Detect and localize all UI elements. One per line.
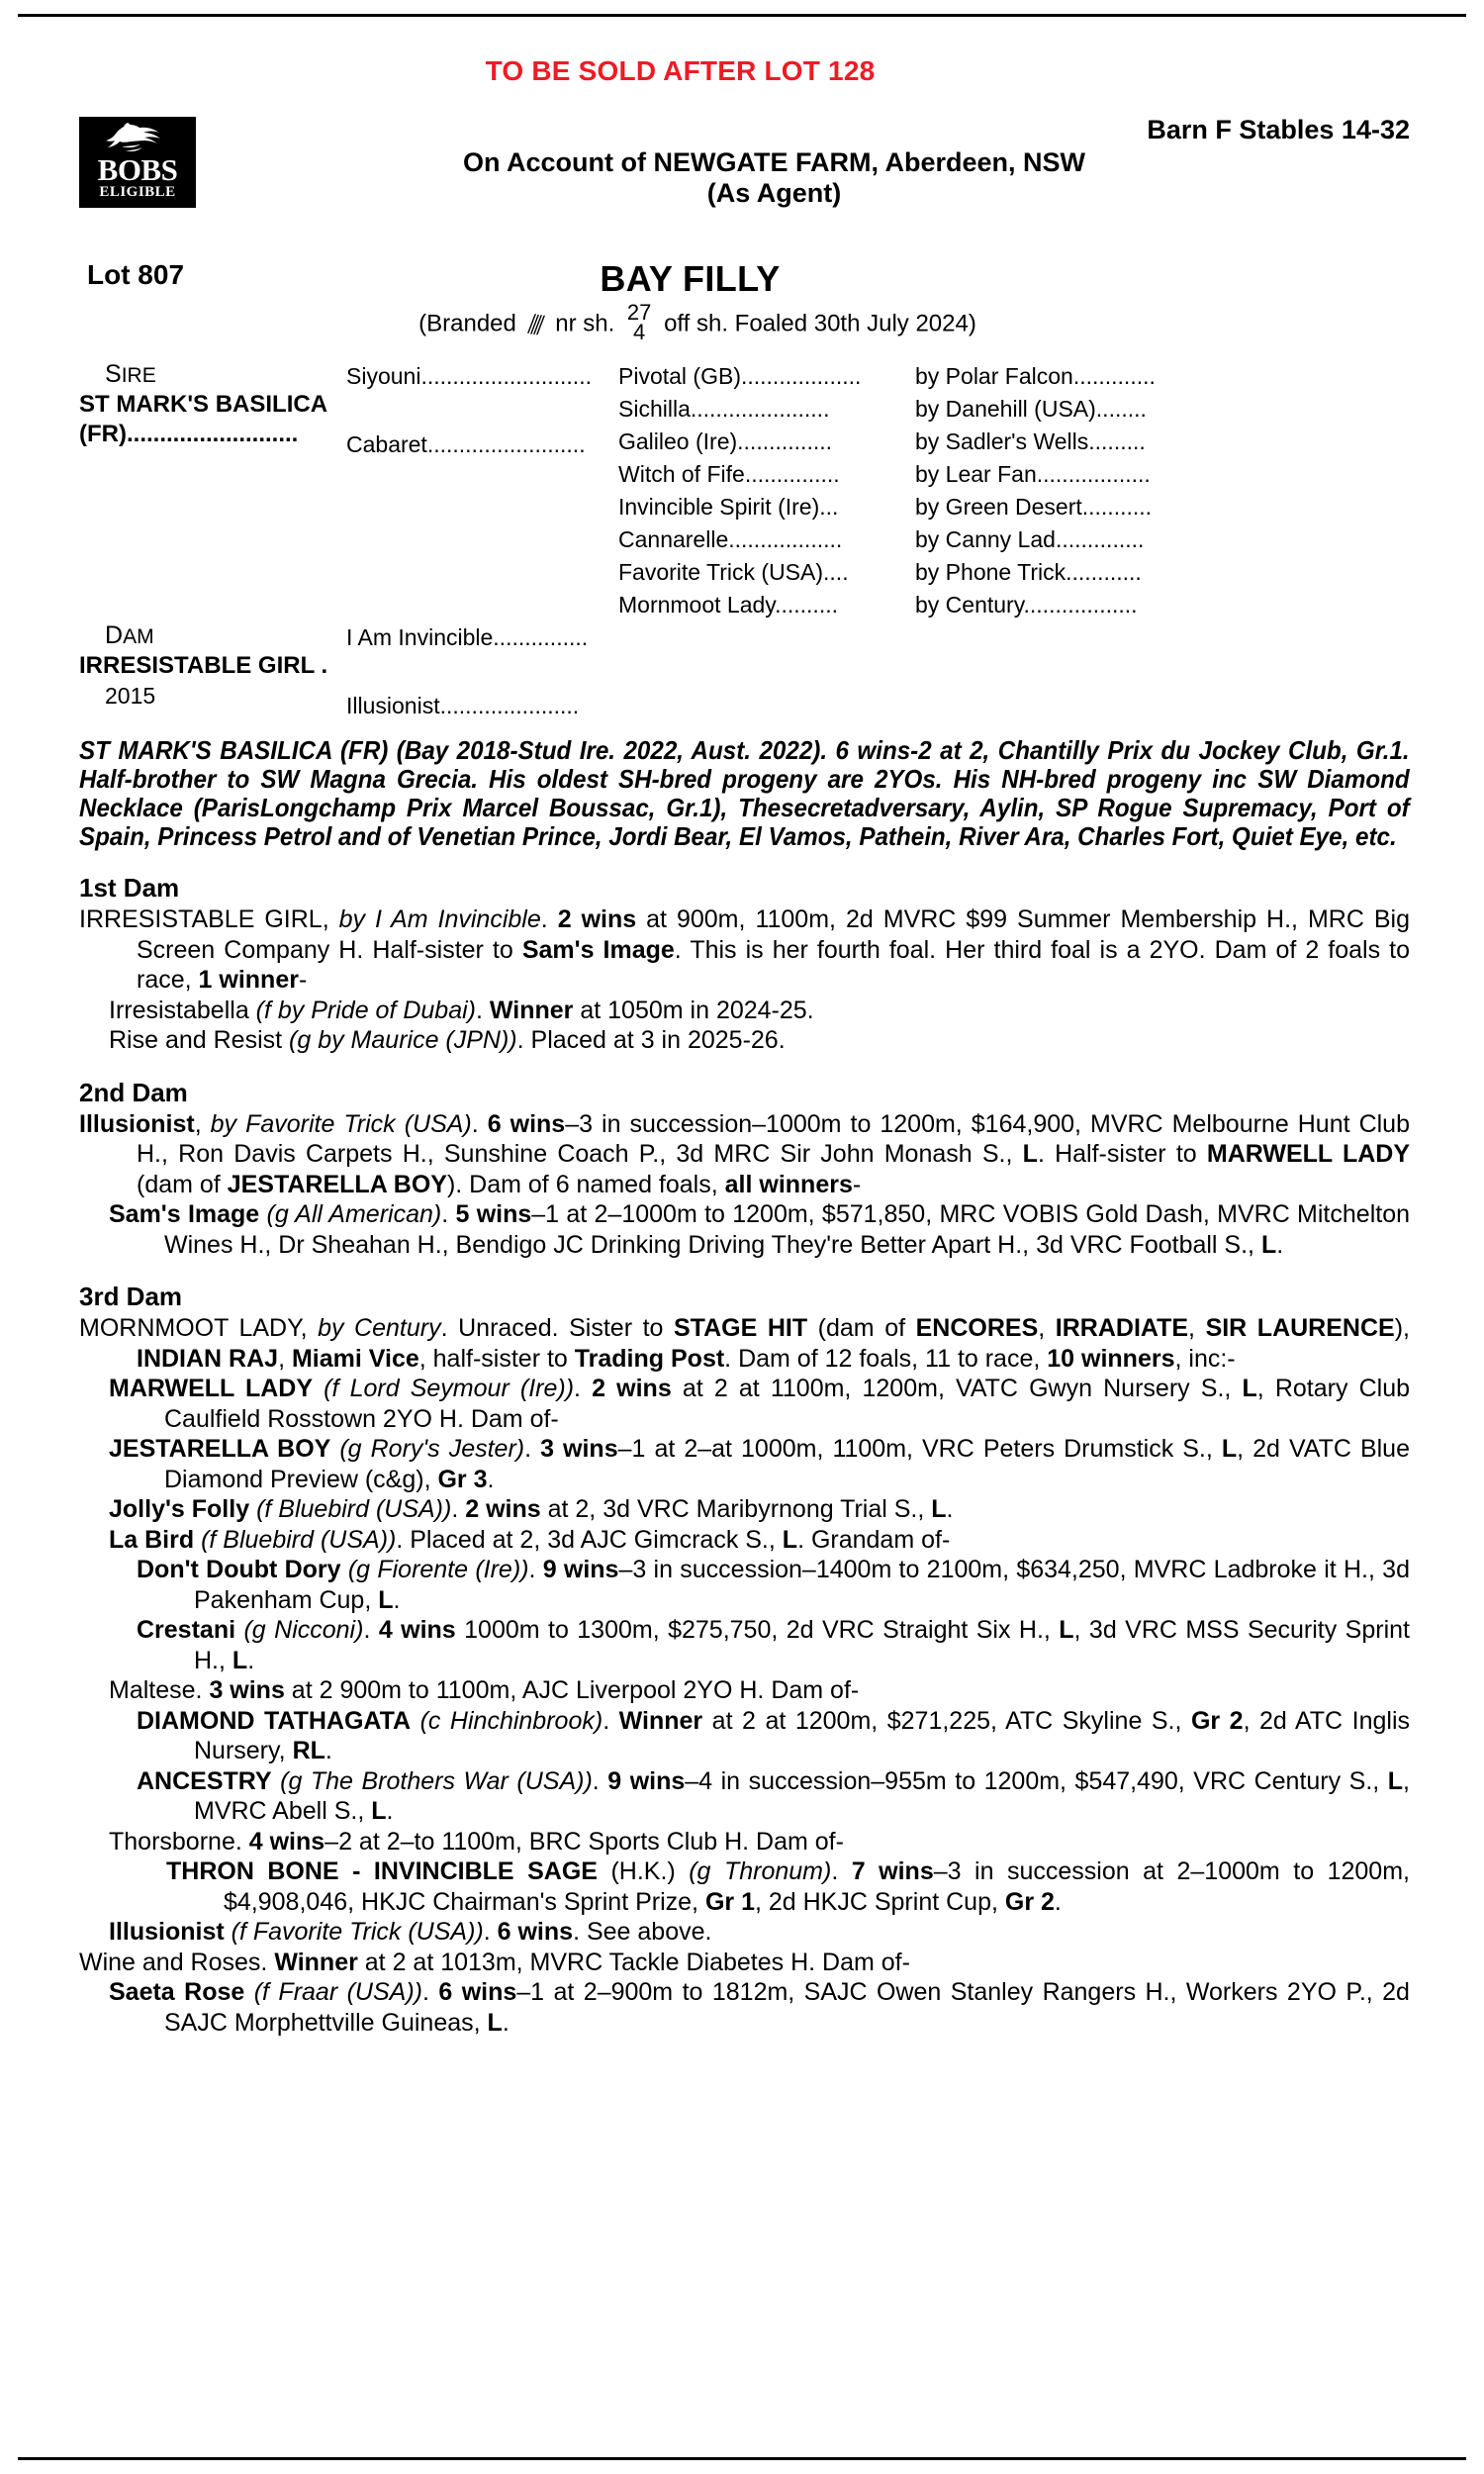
page-bottom-rule (18, 2457, 1466, 2460)
gen4-dots: ........... (1081, 494, 1153, 520)
sire-label-s: S (105, 360, 122, 388)
branded-prefix: (Branded (418, 310, 516, 337)
bobs-eligible-sub: ELIGIBLE (99, 184, 176, 200)
pedigree-entry: Saeta Rose (f Fraar (USA)). 6 wins–1 at 2–900m to 1812m, SAJC Owen Stanley Rangers H., Workers 2YO P., 2d SAJC Morphettville Guineas, L. (109, 1978, 1410, 2037)
brand-fraction-denominator: 4 (633, 320, 646, 344)
gen3-dots: ............... (744, 461, 840, 487)
gen4-name: by Green Desert (915, 494, 1082, 520)
gen4-name: by Century (915, 592, 1024, 618)
sire-name-origin (79, 420, 346, 449)
pedigree-entry: Jolly's Folly (f Bluebird (USA)). 2 wins at 2, 3d VRC Maribyrnong Trial S., L. (109, 1495, 954, 1523)
pedigree-entry: DIAMOND TATHAGATA (c Hinchinbrook). Winner at 2 at 1200m, $271,225, ATC Skyline S., Gr 2, 2d ATC Inglis Nursery, RL. (137, 1706, 1410, 1764)
gen4-line (915, 458, 1410, 491)
pedigree-dam-row (79, 621, 1410, 722)
gen3-line (618, 426, 915, 458)
gen3-name: Cannarelle (618, 526, 729, 552)
gen3-line (618, 360, 915, 393)
gen4-dots: ............. (1072, 363, 1156, 389)
gen3-dots: ... (819, 494, 839, 520)
pedigree-entry: Maltese. 3 wins at 2 900m to 1100m, AJC Liverpool 2YO H. Dam of- (109, 1676, 860, 1704)
dam-heading: 1st Dam (79, 873, 180, 903)
sire-label-rest: IRE (121, 364, 156, 387)
gen4-dots: .................. (1023, 592, 1138, 618)
cabaret-name: Cabaret (346, 431, 427, 457)
lot-number: Lot 807 (87, 259, 185, 290)
page-top-rule (18, 14, 1466, 17)
siyouni-dots: ........................... (420, 363, 592, 389)
cabaret-line (346, 428, 618, 461)
pedigree-entry: Wine and Roses. Winner at 2 at 1013m, MVRC Tackle Diabetes H. Dam of- (79, 1948, 910, 1976)
dam-heading: 2nd Dam (79, 1077, 188, 1107)
horse-head-icon (100, 122, 175, 155)
cabaret-dots: ......................... (426, 431, 586, 457)
brand-fraction (626, 300, 652, 344)
as-agent-label: (As Agent) (706, 178, 842, 208)
gen3-col (618, 360, 915, 491)
sire-name: ST MARK'S BASILICA (79, 391, 328, 418)
gen4-dots: .................. (1036, 461, 1151, 487)
dam-sections (79, 873, 1410, 2038)
gen4-name: by Sadler's Wells (915, 428, 1089, 454)
vendor-account-label: On Account of NEWGATE FARM, Aberdeen, NSW (463, 147, 1085, 177)
gen3-name: Invincible Spirit (Ire) (618, 494, 820, 520)
pedigree-entry: Irresistabella (f by Pride of Dubai). Winner at 1050m in 2024-25. (109, 996, 814, 1024)
dam-name (79, 651, 346, 681)
gen3-line (618, 458, 915, 491)
dam-label-d: D (105, 621, 124, 649)
pedigree-entry: JESTARELLA BOY (g Rory's Jester). 3 wins–1 at 2–at 1000m, 1100m, VRC Peters Drumstick S., L, 2d VATC Blue Diamond Preview (c&g), Gr 3. (109, 1435, 1410, 1493)
pedigree-table (79, 360, 1410, 722)
gen3-line (618, 523, 915, 556)
gen3-dots: .................. (728, 526, 843, 552)
pedigree-entry: ANCESTRY (g The Brothers War (USA)). 9 wins–4 in succession–955m to 1200m, $547,490, VRC Century S., L, MVRC Abell S., L. (137, 1766, 1410, 1825)
dam-cell (79, 621, 346, 722)
gen4-line (915, 523, 1410, 556)
gen3-line (618, 393, 915, 426)
gen4-line (915, 426, 1410, 458)
gen3-name: Witch of Fife (618, 461, 745, 487)
i-am-invincible-line (346, 621, 618, 654)
pedigree-entry: Rise and Resist (g by Maurice (JPN)). Placed at 3 in 2025-26. (109, 1026, 786, 1054)
pedigree-entry: La Bird (f Bluebird (USA)). Placed at 2, 3d AJC Gimcrack S., L. Grandam of- (109, 1525, 951, 1554)
gen4-line (915, 393, 1410, 426)
gen3-line (618, 556, 915, 589)
dam-name-text: IRRESISTABLE GIRL (79, 652, 315, 679)
pedigree-entry: Thorsborne. 4 wins–2 at 2–to 1100m, BRC Sports Club H. Dam of- (109, 1827, 844, 1856)
horse-sex-colour: BAY FILLY (600, 258, 781, 299)
gen3-name: Mornmoot Lady (618, 592, 776, 618)
pedigree-entry: THRON BONE - INVINCIBLE SAGE (H.K.) (g Thronum). 7 wins–3 in succession at 2–1000m to 1200m, $4,908,046, HKJC Chairman's Sprint Prize, Gr 1, 2d HKJC Sprint Cup, Gr 2. (166, 1857, 1410, 1916)
siyouni-line (346, 360, 618, 393)
gen3-dots: .... (823, 559, 849, 585)
gen4-col (915, 491, 1410, 621)
gen4-name: by Phone Trick (915, 559, 1067, 585)
pedigree-entry: MORNMOOT LADY, by Century. Unraced. Sister to STAGE HIT (dam of ENCORES, IRRADIATE, SIR LAURENCE), INDIAN RAJ, Miami Vice, half-sister to Trading Post. Dam of 12 foals, 11 to race, 10 winners, inc:- (79, 1314, 1410, 1373)
pedigree-entry: Crestani (g Nicconi). 4 wins 1000m to 1300m, $275,750, 2d VRC Straight Six H., L, 3d VRC MSS Security Sprint H., L. (137, 1616, 1410, 1674)
gen3-name: Favorite Trick (USA) (618, 559, 824, 585)
gen3-line (618, 491, 915, 523)
pedigree-entry: Illusionist (f Favorite Trick (USA)). 6 wins. See above. (109, 1918, 712, 1946)
sire-cell (79, 360, 346, 621)
page-content (79, 40, 1410, 2038)
bobs-eligible-logo (79, 117, 196, 208)
illusionist-dots: ...................... (439, 693, 580, 718)
pedigree-entry: Don't Doubt Dory (g Fiorente (Ire)). 9 wins–3 in succession–1400m to 2100m, $634,250, MVRC Ladbroke it H., 3d Pakenham Cup, L. (137, 1556, 1410, 1614)
gen4-dots: ........ (1095, 396, 1147, 422)
gen4-dots: .............. (1055, 526, 1145, 552)
dam-label (79, 621, 346, 651)
illusionist-line (346, 690, 618, 722)
barn-stables-label: Barn F Stables 14-32 (1147, 115, 1410, 144)
gen3-dots: ...................... (690, 396, 830, 422)
pedigree-entry: IRRESISTABLE GIRL, by I Am Invincible. 2 wins at 900m, 1100m, 2d MVRC $99 Summer Membership H., MRC Big Screen Company H. Half-sister to Sam's Image. This is her fourth foal. Her third foal is a 2YO. Dam of 2 foals to race, 1 winner- (79, 905, 1410, 994)
gen4-col (915, 360, 1410, 491)
brand-symbol-icon (526, 314, 546, 335)
gen4-line (915, 360, 1410, 393)
dam-year: 2015 (105, 683, 156, 709)
gen4-line (915, 589, 1410, 621)
gen4-line (915, 556, 1410, 589)
i-am-invincible-dots: ............... (493, 624, 589, 650)
pedigree-row (79, 360, 1410, 491)
lot-row (79, 259, 1410, 303)
sire-commentary: ST MARK'S BASILICA (FR) (Bay 2018-Stud Ire. 2022, Aust. 2022). 6 wins-2 at 2, Chantilly Prix du Jockey Club, Gr.1. Half-brother to SW Magna Grecia. His oldest SH-bred progeny are 2YOs. His NH-bred progeny inc SW Diamond Necklace (ParisLongchamp Prix Marcel Boussac, Gr.1), Thesecretadversary, Aylin, SP Rogue Supremacy, Port of Spain, Princess Petrol and of Venetian Prince, Jordi Bear, El Vamos, Pathein, River Ara, Charles Fort, Quiet Eye, etc. (79, 735, 1410, 851)
gen3-dots: .......... (775, 592, 838, 618)
dam-sire-cell (346, 621, 618, 722)
gen3-name: Pivotal (GB) (618, 363, 741, 389)
gen3-line (618, 589, 915, 621)
gen4-dots: ............ (1066, 559, 1142, 585)
gen4-line (915, 491, 1410, 523)
pedigree-entry: Illusionist, by Favorite Trick (USA). 6 wins–3 in succession–1000m to 1200m, $164,900, MVRC Melbourne Hunt Club H., Ron Davis Carpets H., Sunshine Coach P., 3d MRC Sir John Monash S., L. Half-sister to MARWELL LADY (dam of JESTARELLA BOY). Dam of 6 named foals, all winners- (79, 1109, 1411, 1198)
gen3-dots: ............... (737, 428, 833, 454)
gen3-col (618, 491, 915, 621)
bobs-wordmark: BOBS (97, 152, 178, 187)
gen4-name: by Canny Lad (915, 526, 1056, 552)
gen4-name: by Polar Falcon (915, 363, 1073, 389)
branded-near-side: nr sh. (555, 310, 615, 337)
branded-details (79, 300, 1410, 344)
gen4-name: by Lear Fan (915, 461, 1037, 487)
gen3-dots: ................... (740, 363, 862, 389)
gen4-dots: ......... (1088, 428, 1146, 454)
dam-name-dot: . (321, 652, 328, 679)
sire-label (79, 360, 346, 390)
gen4-name: by Danehill (USA) (915, 396, 1096, 422)
branded-off-side-foaled: off sh. Foaled 30th July 2024) (664, 310, 976, 337)
brand-fraction-numerator: 27 (626, 300, 652, 325)
dam-heading: 3rd Dam (79, 1282, 183, 1311)
header-block (79, 95, 1410, 253)
dam-label-rest: AM (123, 625, 154, 648)
illusionist-name: Illusionist (346, 693, 440, 718)
gen3-name: Sichilla (618, 396, 691, 422)
sire-dots: .......................... (126, 421, 299, 447)
siyouni-name: Siyouni (346, 363, 421, 389)
sire-sire-cell (346, 360, 618, 621)
pedigree-entry: Sam's Image (g All American). 5 wins–1 at 2–1000m to 1200m, $571,850, MRC VOBIS Gold Dash, MVRC Mitchelton Wines H., Dr Sheahan H., Bendigo JC Drinking Driving They're Better Apart H., 3d VRC Football S., L. (109, 1200, 1410, 1259)
pedigree-entry: MARWELL LADY (f Lord Seymour (Ire)). 2 wins at 2 at 1100m, 1200m, VATC Gwyn Nursery S., L, Rotary Club Caulfield Rosstown 2YO H. Dam of- (109, 1375, 1410, 1433)
sale-order-notice: TO BE SOLD AFTER LOT 128 (485, 55, 876, 86)
gen3-name: Galileo (Ire) (618, 428, 738, 454)
sire-origin-text: (FR) (79, 421, 127, 447)
i-am-invincible-name: I Am Invincible (346, 624, 494, 650)
